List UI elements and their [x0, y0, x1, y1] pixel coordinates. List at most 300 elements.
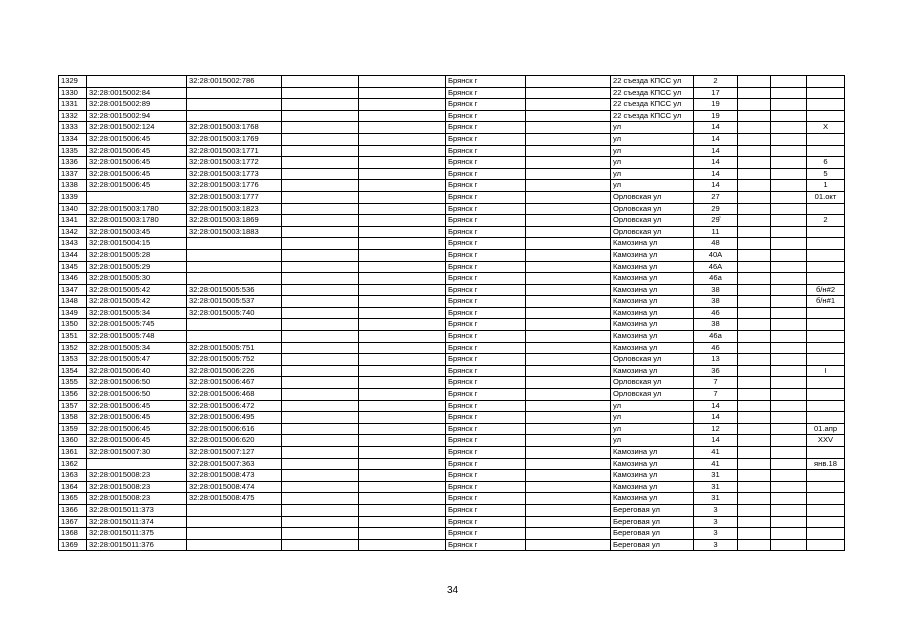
row-number-cell: 1348	[59, 296, 87, 308]
col-empty-b-cell	[359, 249, 446, 261]
col-empty-c-cell	[526, 458, 611, 470]
col-empty-d-cell	[738, 249, 771, 261]
col-empty-b-cell	[359, 342, 446, 354]
object-number-cell	[187, 261, 282, 273]
street-cell: Орловская ул	[611, 203, 694, 215]
table-row	[59, 273, 845, 285]
object-number-cell: 32:28:0015003:1772	[187, 157, 282, 169]
col-empty-c-cell	[526, 354, 611, 366]
street-cell: 22 съезда КПСС ул	[611, 87, 694, 99]
col-empty-a-cell	[282, 122, 359, 134]
street-cell: Орловская ул	[611, 215, 694, 227]
row-number-cell: 1345	[59, 261, 87, 273]
apartment-cell	[807, 539, 845, 551]
col-empty-e-cell	[771, 157, 807, 169]
col-empty-b-cell	[359, 412, 446, 424]
street-cell: Камозина ул	[611, 481, 694, 493]
col-empty-a-cell	[282, 261, 359, 273]
col-empty-a-cell	[282, 342, 359, 354]
object-number-cell: 32:28:0015007:127	[187, 447, 282, 459]
col-empty-d-cell	[738, 110, 771, 122]
house-number-cell: 7	[694, 377, 738, 389]
object-number-cell: 32:28:0015005:740	[187, 307, 282, 319]
object-number-cell: 32:28:0015005:751	[187, 342, 282, 354]
house-number-cell: 40А	[694, 249, 738, 261]
row-number-cell: 1350	[59, 319, 87, 331]
col-empty-c-cell	[526, 504, 611, 516]
col-empty-e-cell	[771, 122, 807, 134]
col-empty-b-cell	[359, 539, 446, 551]
col-empty-e-cell	[771, 76, 807, 88]
cadastral-number-cell	[87, 191, 187, 203]
street-cell: ул	[611, 412, 694, 424]
col-empty-b-cell	[359, 400, 446, 412]
street-cell: 22 съезда КПСС ул	[611, 110, 694, 122]
cadastral-number-cell: 32:28:0015006:45	[87, 423, 187, 435]
object-number-cell: 32:28:0015002:786	[187, 76, 282, 88]
col-empty-a-cell	[282, 273, 359, 285]
cadastral-number-cell: 32:28:0015002:124	[87, 122, 187, 134]
city-cell: Брянск г	[446, 377, 526, 389]
apartment-cell	[807, 377, 845, 389]
col-empty-a-cell	[282, 226, 359, 238]
apartment-cell	[807, 99, 845, 111]
object-number-cell: 32:28:0015005:537	[187, 296, 282, 308]
house-number-cell: 2	[694, 76, 738, 88]
col-empty-c-cell	[526, 261, 611, 273]
col-empty-a-cell	[282, 319, 359, 331]
row-number-cell: 1340	[59, 203, 87, 215]
apartment-cell	[807, 493, 845, 505]
col-empty-a-cell	[282, 365, 359, 377]
row-number-cell: 1365	[59, 493, 87, 505]
city-cell: Брянск г	[446, 458, 526, 470]
table-row	[59, 180, 845, 192]
object-number-cell: 32:28:0015003:1883	[187, 226, 282, 238]
col-empty-e-cell	[771, 203, 807, 215]
col-empty-d-cell	[738, 99, 771, 111]
apartment-cell	[807, 400, 845, 412]
col-empty-d-cell	[738, 215, 771, 227]
table-row	[59, 342, 845, 354]
col-empty-d-cell	[738, 516, 771, 528]
col-empty-a-cell	[282, 423, 359, 435]
apartment-cell	[807, 481, 845, 493]
cadastral-number-cell	[87, 458, 187, 470]
col-empty-c-cell	[526, 99, 611, 111]
street-cell: ул	[611, 435, 694, 447]
col-empty-a-cell	[282, 470, 359, 482]
house-number-cell: 46а	[694, 331, 738, 343]
object-number-cell: 32:28:0015003:1776	[187, 180, 282, 192]
object-number-cell: 32:28:0015006:495	[187, 412, 282, 424]
city-cell: Брянск г	[446, 307, 526, 319]
row-number-cell: 1341	[59, 215, 87, 227]
col-empty-b-cell	[359, 284, 446, 296]
table-row	[59, 307, 845, 319]
house-number-cell: 12	[694, 423, 738, 435]
apartment-cell	[807, 133, 845, 145]
street-cell: ул	[611, 133, 694, 145]
col-empty-c-cell	[526, 342, 611, 354]
col-empty-d-cell	[738, 412, 771, 424]
col-empty-e-cell	[771, 284, 807, 296]
house-number-cell: 17	[694, 87, 738, 99]
col-empty-e-cell	[771, 191, 807, 203]
row-number-cell: 1366	[59, 504, 87, 516]
apartment-cell	[807, 203, 845, 215]
col-empty-d-cell	[738, 458, 771, 470]
street-cell: Орловская ул	[611, 226, 694, 238]
apartment-cell	[807, 87, 845, 99]
table-row	[59, 354, 845, 366]
col-empty-e-cell	[771, 377, 807, 389]
cadastral-number-cell: 32:28:0015005:47	[87, 354, 187, 366]
table-row	[59, 516, 845, 528]
registry-table	[58, 75, 845, 551]
col-empty-a-cell	[282, 435, 359, 447]
table-row	[59, 215, 845, 227]
col-empty-b-cell	[359, 215, 446, 227]
city-cell: Брянск г	[446, 168, 526, 180]
col-empty-d-cell	[738, 319, 771, 331]
apartment-cell	[807, 504, 845, 516]
col-empty-b-cell	[359, 191, 446, 203]
row-number-cell: 1361	[59, 447, 87, 459]
col-empty-d-cell	[738, 307, 771, 319]
cadastral-number-cell: 32:28:0015006:45	[87, 145, 187, 157]
col-empty-a-cell	[282, 447, 359, 459]
row-number-cell: 1346	[59, 273, 87, 285]
col-empty-d-cell	[738, 331, 771, 343]
apartment-cell: I	[807, 365, 845, 377]
cadastral-number-cell: 32:28:0015006:50	[87, 377, 187, 389]
col-empty-c-cell	[526, 528, 611, 540]
row-number-cell: 1367	[59, 516, 87, 528]
row-number-cell: 1356	[59, 389, 87, 401]
table-row	[59, 458, 845, 470]
object-number-cell: 32:28:0015008:474	[187, 481, 282, 493]
street-cell: Береговая ул	[611, 528, 694, 540]
col-empty-c-cell	[526, 157, 611, 169]
col-empty-e-cell	[771, 354, 807, 366]
col-empty-a-cell	[282, 481, 359, 493]
col-empty-d-cell	[738, 447, 771, 459]
col-empty-b-cell	[359, 365, 446, 377]
apartment-cell	[807, 470, 845, 482]
object-number-cell: 32:28:0015006:226	[187, 365, 282, 377]
street-cell: Камозина ул	[611, 365, 694, 377]
table-row	[59, 435, 845, 447]
cadastral-number-cell: 32:28:0015006:40	[87, 365, 187, 377]
city-cell: Брянск г	[446, 516, 526, 528]
row-number-cell: 1343	[59, 238, 87, 250]
house-number-cell: 41	[694, 447, 738, 459]
object-number-cell	[187, 249, 282, 261]
table-row	[59, 226, 845, 238]
col-empty-c-cell	[526, 284, 611, 296]
table-row	[59, 110, 845, 122]
col-empty-e-cell	[771, 87, 807, 99]
house-number-cell: 3	[694, 528, 738, 540]
cadastral-number-cell: 32:28:0015002:94	[87, 110, 187, 122]
object-number-cell: 32:28:0015003:1773	[187, 168, 282, 180]
street-cell: Орловская ул	[611, 377, 694, 389]
apartment-cell	[807, 516, 845, 528]
col-empty-b-cell	[359, 273, 446, 285]
col-empty-c-cell	[526, 76, 611, 88]
street-cell: Камозина ул	[611, 284, 694, 296]
col-empty-d-cell	[738, 400, 771, 412]
apartment-cell	[807, 307, 845, 319]
table-row	[59, 539, 845, 551]
col-empty-b-cell	[359, 180, 446, 192]
col-empty-e-cell	[771, 261, 807, 273]
street-cell: Камозина ул	[611, 273, 694, 285]
city-cell: Брянск г	[446, 157, 526, 169]
row-number-cell: 1352	[59, 342, 87, 354]
house-number-cell: 14	[694, 412, 738, 424]
apartment-cell	[807, 354, 845, 366]
row-number-cell: 1363	[59, 470, 87, 482]
row-number-cell: 1353	[59, 354, 87, 366]
col-empty-e-cell	[771, 342, 807, 354]
row-number-cell: 1331	[59, 99, 87, 111]
col-empty-e-cell	[771, 400, 807, 412]
house-number-cell: 3	[694, 504, 738, 516]
city-cell: Брянск г	[446, 110, 526, 122]
table-row	[59, 76, 845, 88]
city-cell: Брянск г	[446, 423, 526, 435]
cadastral-number-cell: 32:28:0015011:373	[87, 504, 187, 516]
city-cell: Брянск г	[446, 99, 526, 111]
row-number-cell: 1364	[59, 481, 87, 493]
city-cell: Брянск г	[446, 539, 526, 551]
col-empty-b-cell	[359, 261, 446, 273]
col-empty-a-cell	[282, 307, 359, 319]
table-row	[59, 168, 845, 180]
cadastral-number-cell: 32:28:0015007:30	[87, 447, 187, 459]
cadastral-number-cell: 32:28:0015005:42	[87, 296, 187, 308]
col-empty-a-cell	[282, 458, 359, 470]
street-cell: Камозина ул	[611, 238, 694, 250]
table-row	[59, 528, 845, 540]
col-empty-e-cell	[771, 516, 807, 528]
house-number-cell: 27	[694, 191, 738, 203]
cadastral-number-cell: 32:28:0015006:45	[87, 180, 187, 192]
col-empty-c-cell	[526, 447, 611, 459]
row-number-cell: 1369	[59, 539, 87, 551]
street-cell: Камозина ул	[611, 319, 694, 331]
col-empty-a-cell	[282, 493, 359, 505]
col-empty-b-cell	[359, 226, 446, 238]
col-empty-d-cell	[738, 87, 771, 99]
col-empty-d-cell	[738, 342, 771, 354]
house-number-cell: 29̂	[694, 215, 738, 227]
col-empty-b-cell	[359, 481, 446, 493]
house-number-cell: 46	[694, 307, 738, 319]
col-empty-d-cell	[738, 261, 771, 273]
object-number-cell: 32:28:0015005:752	[187, 354, 282, 366]
street-cell: ул	[611, 122, 694, 134]
col-empty-e-cell	[771, 447, 807, 459]
apartment-cell	[807, 249, 845, 261]
col-empty-d-cell	[738, 191, 771, 203]
col-empty-b-cell	[359, 122, 446, 134]
city-cell: Брянск г	[446, 412, 526, 424]
col-empty-c-cell	[526, 331, 611, 343]
street-cell: Камозина ул	[611, 307, 694, 319]
cadastral-number-cell: 32:28:0015006:50	[87, 389, 187, 401]
col-empty-c-cell	[526, 238, 611, 250]
row-number-cell: 1334	[59, 133, 87, 145]
row-number-cell: 1349	[59, 307, 87, 319]
table-row	[59, 470, 845, 482]
registry-table-body	[59, 76, 845, 551]
table-row	[59, 504, 845, 516]
house-number-cell: 3	[694, 539, 738, 551]
house-number-cell: 36	[694, 365, 738, 377]
col-empty-a-cell	[282, 99, 359, 111]
col-empty-e-cell	[771, 493, 807, 505]
cadastral-number-cell: 32:28:0015005:42	[87, 284, 187, 296]
col-empty-a-cell	[282, 203, 359, 215]
col-empty-e-cell	[771, 226, 807, 238]
table-row	[59, 99, 845, 111]
object-number-cell	[187, 516, 282, 528]
object-number-cell: 32:28:0015003:1869	[187, 215, 282, 227]
col-empty-c-cell	[526, 435, 611, 447]
object-number-cell: 32:28:0015006:616	[187, 423, 282, 435]
table-row	[59, 423, 845, 435]
col-empty-b-cell	[359, 389, 446, 401]
col-empty-b-cell	[359, 458, 446, 470]
city-cell: Брянск г	[446, 122, 526, 134]
object-number-cell: 32:28:0015003:1771	[187, 145, 282, 157]
city-cell: Брянск г	[446, 342, 526, 354]
col-empty-c-cell	[526, 168, 611, 180]
col-empty-c-cell	[526, 377, 611, 389]
street-cell: Камозина ул	[611, 261, 694, 273]
cadastral-number-cell: 32:28:0015011:375	[87, 528, 187, 540]
row-number-cell: 1362	[59, 458, 87, 470]
city-cell: Брянск г	[446, 215, 526, 227]
apartment-cell: XXV	[807, 435, 845, 447]
col-empty-d-cell	[738, 435, 771, 447]
object-number-cell	[187, 331, 282, 343]
house-number-cell: 14	[694, 168, 738, 180]
col-empty-e-cell	[771, 481, 807, 493]
city-cell: Брянск г	[446, 481, 526, 493]
col-empty-d-cell	[738, 504, 771, 516]
col-empty-e-cell	[771, 412, 807, 424]
col-empty-a-cell	[282, 180, 359, 192]
object-number-cell: 32:28:0015006:468	[187, 389, 282, 401]
col-empty-a-cell	[282, 331, 359, 343]
city-cell: Брянск г	[446, 389, 526, 401]
col-empty-a-cell	[282, 249, 359, 261]
row-number-cell: 1357	[59, 400, 87, 412]
col-empty-d-cell	[738, 481, 771, 493]
col-empty-d-cell	[738, 470, 771, 482]
col-empty-b-cell	[359, 435, 446, 447]
col-empty-a-cell	[282, 145, 359, 157]
col-empty-d-cell	[738, 493, 771, 505]
col-empty-a-cell	[282, 400, 359, 412]
col-empty-d-cell	[738, 377, 771, 389]
cadastral-number-cell: 32:28:0015002:89	[87, 99, 187, 111]
col-empty-b-cell	[359, 168, 446, 180]
col-empty-e-cell	[771, 145, 807, 157]
col-empty-e-cell	[771, 296, 807, 308]
house-number-cell: 48	[694, 238, 738, 250]
apartment-cell	[807, 273, 845, 285]
col-empty-b-cell	[359, 331, 446, 343]
row-number-cell: 1351	[59, 331, 87, 343]
col-empty-d-cell	[738, 365, 771, 377]
col-empty-c-cell	[526, 203, 611, 215]
house-number-cell: 13	[694, 354, 738, 366]
street-cell: Орловская ул	[611, 389, 694, 401]
col-empty-a-cell	[282, 516, 359, 528]
col-empty-e-cell	[771, 249, 807, 261]
city-cell: Брянск г	[446, 400, 526, 412]
city-cell: Брянск г	[446, 435, 526, 447]
house-number-cell: 46А	[694, 261, 738, 273]
row-number-cell: 1368	[59, 528, 87, 540]
col-empty-c-cell	[526, 180, 611, 192]
apartment-cell: 6	[807, 157, 845, 169]
object-number-cell: 32:28:0015006:472	[187, 400, 282, 412]
table-row	[59, 296, 845, 308]
col-empty-d-cell	[738, 157, 771, 169]
col-empty-b-cell	[359, 493, 446, 505]
house-number-cell: 46	[694, 342, 738, 354]
col-empty-c-cell	[526, 539, 611, 551]
city-cell: Брянск г	[446, 180, 526, 192]
house-number-cell: 31	[694, 493, 738, 505]
cadastral-number-cell: 32:28:0015008:23	[87, 470, 187, 482]
cadastral-number-cell	[87, 76, 187, 88]
col-empty-e-cell	[771, 215, 807, 227]
cadastral-number-cell: 32:28:0015005:745	[87, 319, 187, 331]
cadastral-number-cell: 32:28:0015003:1780	[87, 215, 187, 227]
col-empty-b-cell	[359, 133, 446, 145]
col-empty-a-cell	[282, 215, 359, 227]
col-empty-d-cell	[738, 423, 771, 435]
row-number-cell: 1344	[59, 249, 87, 261]
col-empty-e-cell	[771, 319, 807, 331]
col-empty-c-cell	[526, 110, 611, 122]
house-number-cell: 3	[694, 516, 738, 528]
cadastral-number-cell: 32:28:0015008:23	[87, 493, 187, 505]
house-number-cell: 14	[694, 400, 738, 412]
apartment-cell	[807, 238, 845, 250]
cadastral-number-cell: 32:28:0015005:30	[87, 273, 187, 285]
col-empty-d-cell	[738, 296, 771, 308]
col-empty-e-cell	[771, 539, 807, 551]
street-cell: ул	[611, 423, 694, 435]
cadastral-number-cell: 32:28:0015005:748	[87, 331, 187, 343]
col-empty-d-cell	[738, 389, 771, 401]
table-row	[59, 365, 845, 377]
apartment-cell	[807, 110, 845, 122]
apartment-cell: 5	[807, 168, 845, 180]
col-empty-c-cell	[526, 226, 611, 238]
cadastral-number-cell: 32:28:0015005:28	[87, 249, 187, 261]
col-empty-c-cell	[526, 307, 611, 319]
apartment-cell: 01.окт	[807, 191, 845, 203]
